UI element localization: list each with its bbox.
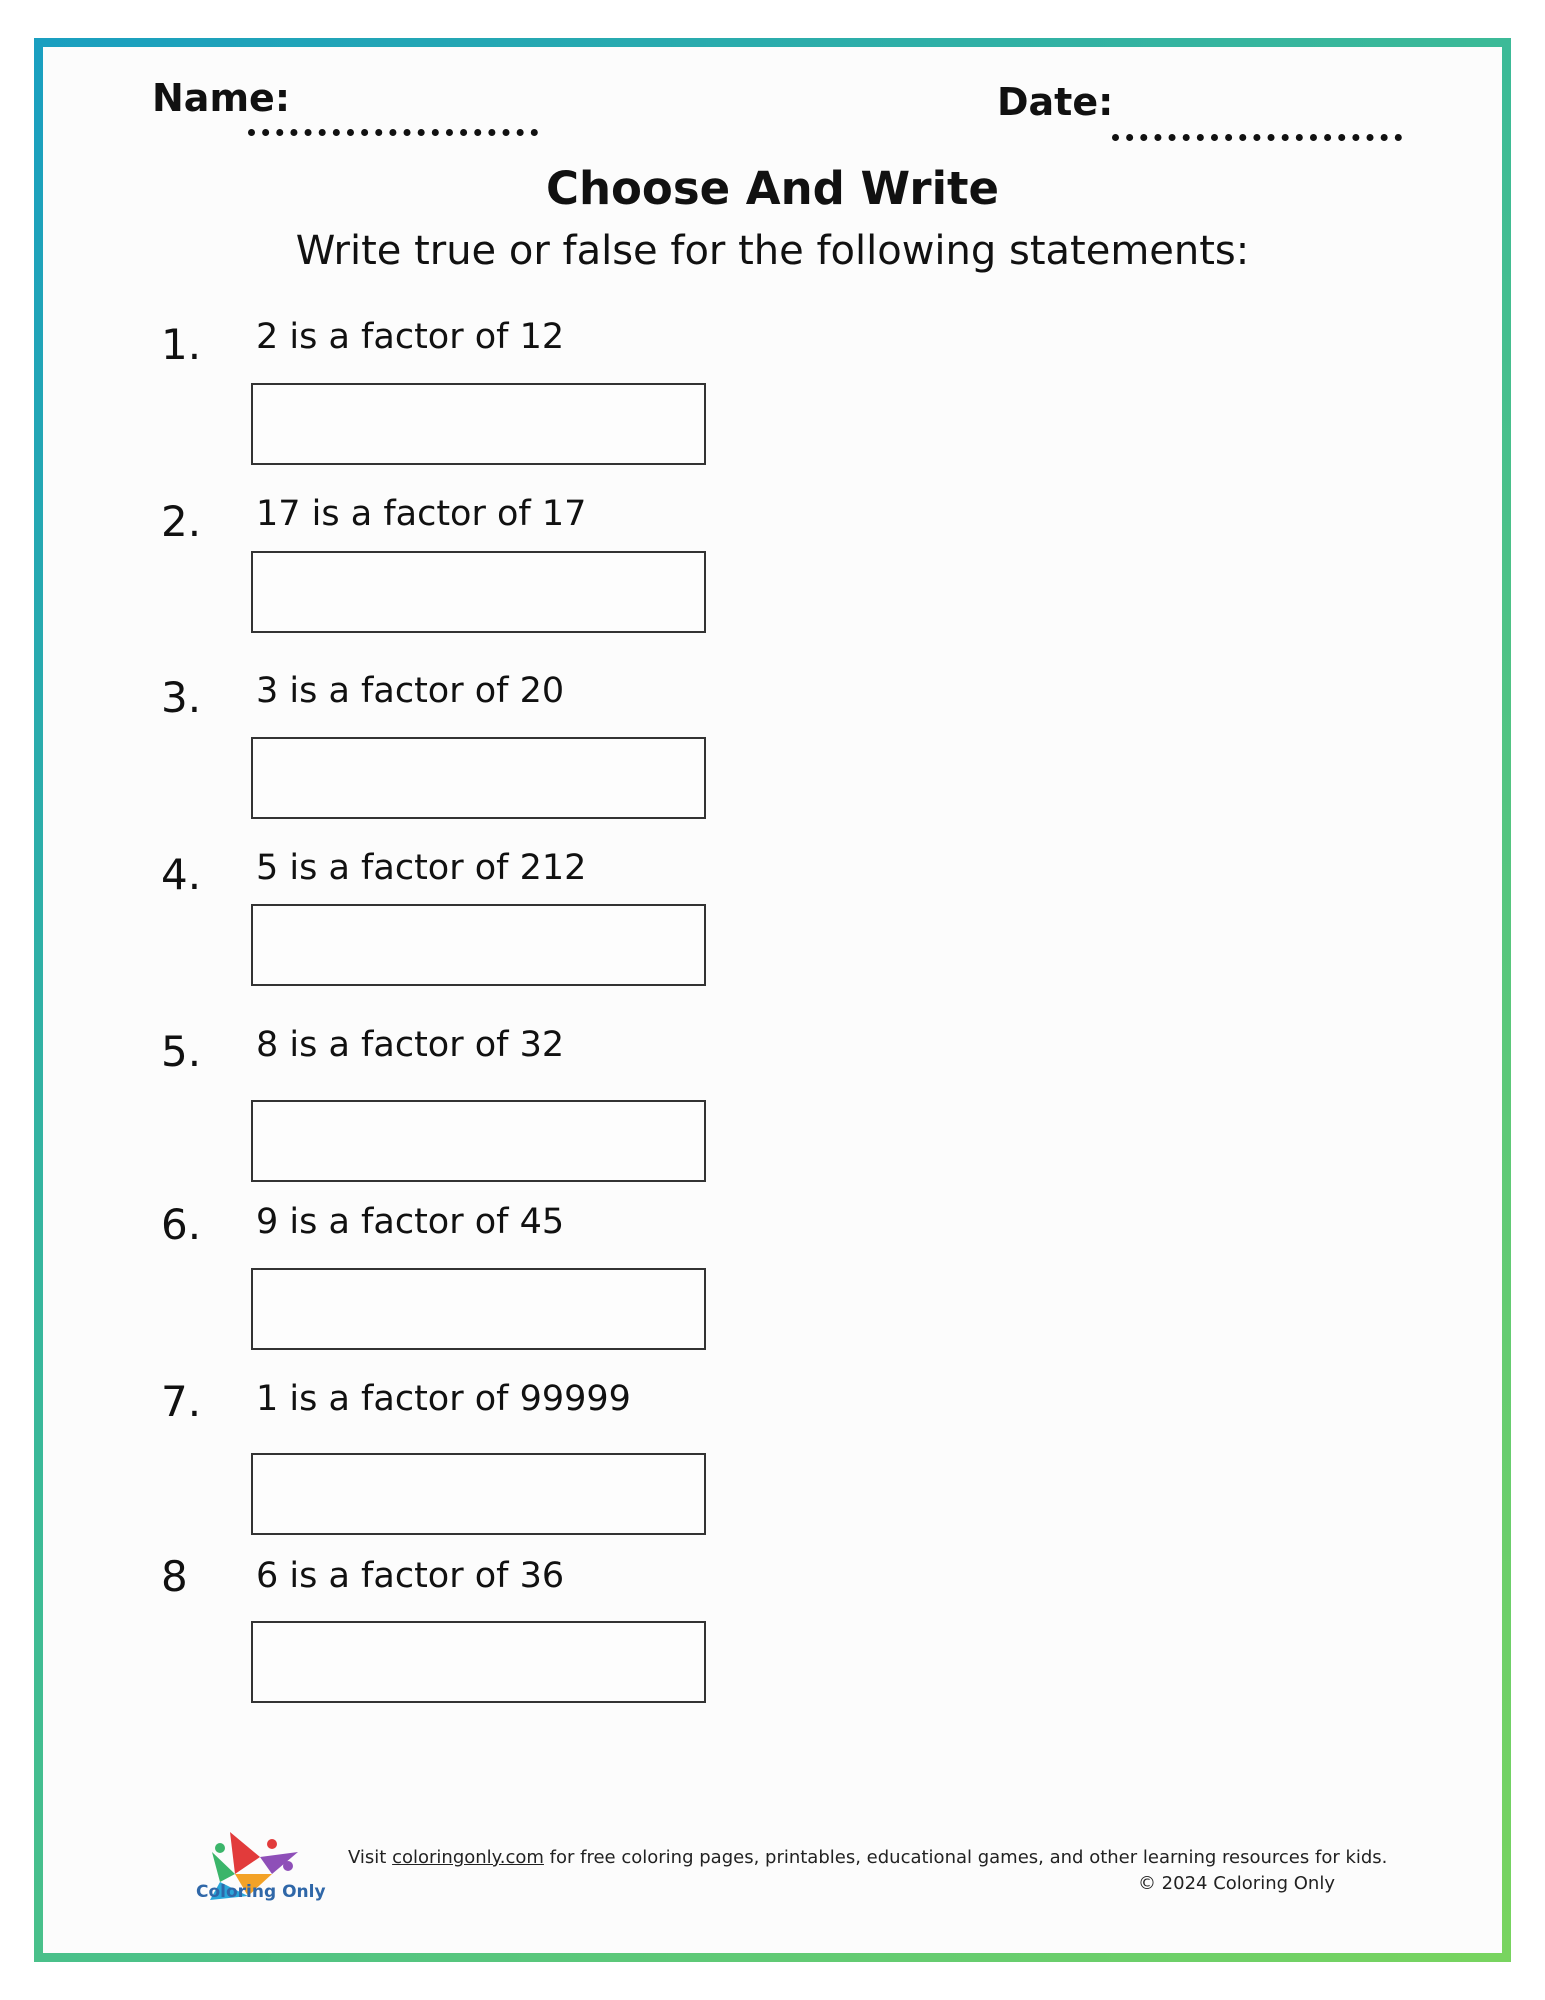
question-number: 4. (161, 850, 202, 899)
logo-purple-shape (260, 1852, 298, 1874)
answer-box[interactable] (251, 737, 706, 819)
question-text: 1 is a factor of 99999 (256, 1379, 631, 1419)
answer-box[interactable] (251, 904, 706, 986)
answer-box[interactable] (251, 1100, 706, 1182)
footer-visit: Visit (348, 1847, 387, 1868)
footer-copyright: © 2024 Coloring Only (1137, 1873, 1335, 1894)
answer-box[interactable] (251, 551, 706, 633)
question-number: 2. (161, 497, 202, 546)
question-number: 3. (161, 673, 202, 722)
question-text: 2 is a factor of 12 (256, 317, 565, 357)
answer-box[interactable] (251, 1621, 706, 1703)
worksheet-title: Choose And Write (545, 162, 1000, 215)
worksheet-instructions: Write true or false for the following statements: (295, 228, 1250, 274)
question-number: 7. (161, 1377, 202, 1426)
answer-box[interactable] (251, 1453, 706, 1535)
question-text: 9 is a factor of 45 (256, 1202, 565, 1242)
question-text: 6 is a factor of 36 (256, 1556, 565, 1596)
logo-green-shape (212, 1852, 235, 1882)
question-text: 3 is a factor of 20 (256, 671, 565, 711)
logo-dot-red (267, 1839, 277, 1849)
question-number: 1. (161, 320, 202, 369)
logo-dot-purple (283, 1861, 293, 1871)
question-text: 8 is a factor of 32 (256, 1025, 565, 1065)
footer-description: for free coloring pages, printables, educational games, and other learning resources for kids. (549, 1847, 1388, 1868)
logo-red-shape (230, 1832, 260, 1874)
answer-box[interactable] (251, 1268, 706, 1350)
question-number: 8 (161, 1552, 188, 1601)
date-label: Date: (997, 80, 1114, 124)
question-number: 5. (161, 1027, 202, 1076)
logo-dot-green (215, 1843, 225, 1853)
answer-box[interactable] (251, 383, 706, 465)
question-number: 6. (161, 1200, 202, 1249)
footer-site-link[interactable]: coloringonly.com (392, 1847, 544, 1868)
date-field-line[interactable] (1112, 134, 1402, 141)
name-field-line[interactable] (248, 129, 538, 136)
question-text: 5 is a factor of 212 (256, 848, 587, 888)
logo-text: Coloring Only (196, 1882, 326, 1902)
footer-note (348, 1847, 1387, 1868)
name-label: Name: (152, 76, 291, 120)
question-text: 17 is a factor of 17 (256, 494, 587, 534)
